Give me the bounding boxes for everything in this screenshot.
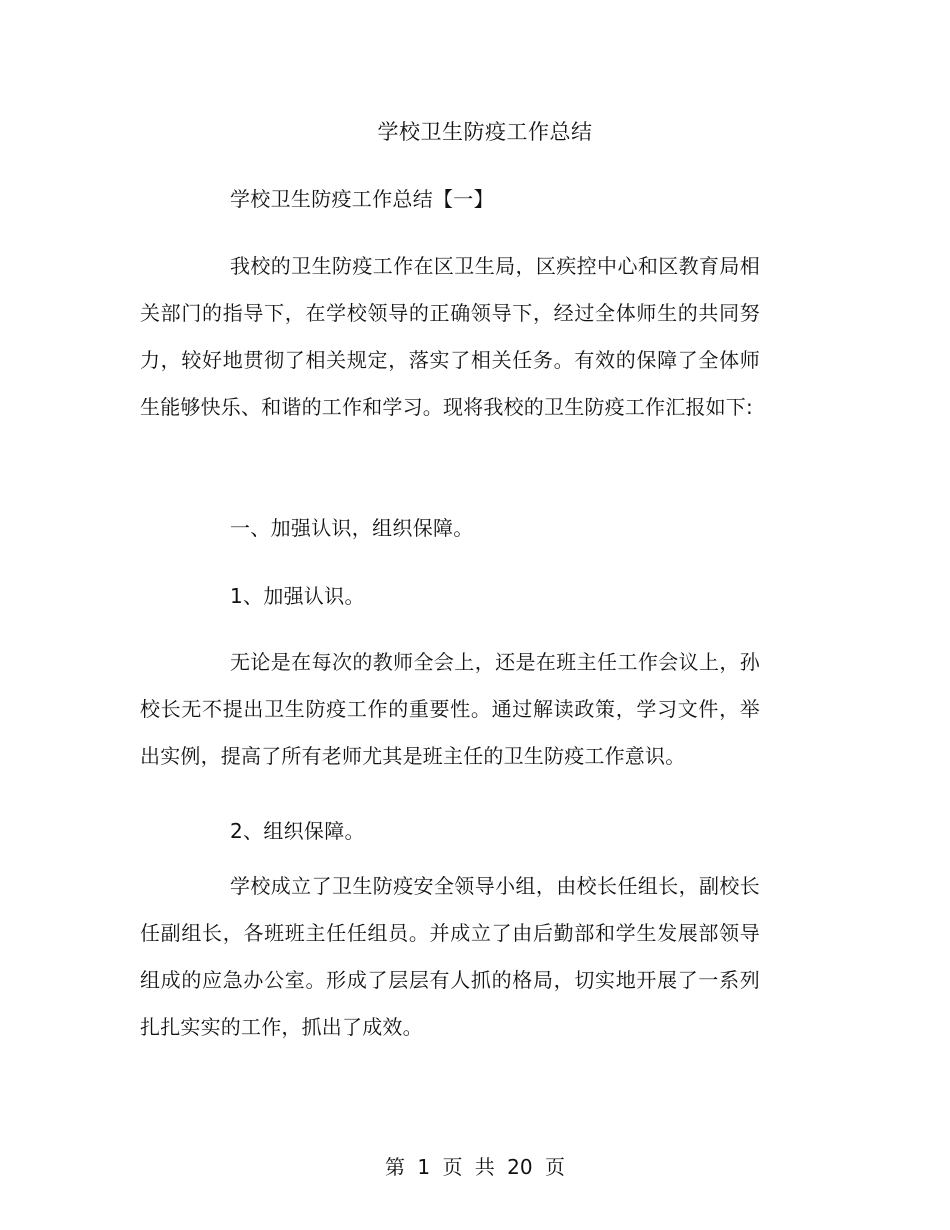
document-title: 学校卫生防疫工作总结 (377, 120, 593, 144)
section-heading: 一、加强认识，组织保障。 (230, 516, 474, 540)
paragraph-intro: 我校的卫生防疫工作在区卫生局，区疾控中心和区教育局相关部门的指导下，在学校领导的正确领导下，经过全体师生的共同努力，较好地贯彻了相关规定，落实了相关任务。有效的保障了全体师生能够快乐、和谐的工作和学习。现将我校的卫生防疫工作汇报如下: (140, 254, 760, 419)
subsection-heading: 1、加强认识。 (230, 584, 365, 608)
paragraph-organization: 学校成立了卫生防疫安全领导小组，由校长任组长，副校长任副组长，各班班主任任组员。并成立了由后勤部和学生发展部领导组成的应急办公室。形成了层层有人抓的格局，切实地开展了一系列扎扎实实的工作，抓出了成效。 (140, 874, 760, 1039)
subsection-heading: 2、组织保障。 (230, 819, 365, 843)
paragraph-awareness: 无论是在每次的教师全会上，还是在班主任工作会议上，孙校长无不提出卫生防疫工作的重要性。通过解读政策，学习文件，举出实例，提高了所有老师尤其是班主任的卫生防疫工作意识。 (140, 650, 760, 768)
document-subtitle: 学校卫生防疫工作总结【一】 (230, 187, 494, 211)
page-footer: 第 1 页 共 20 页 (385, 1155, 565, 1179)
